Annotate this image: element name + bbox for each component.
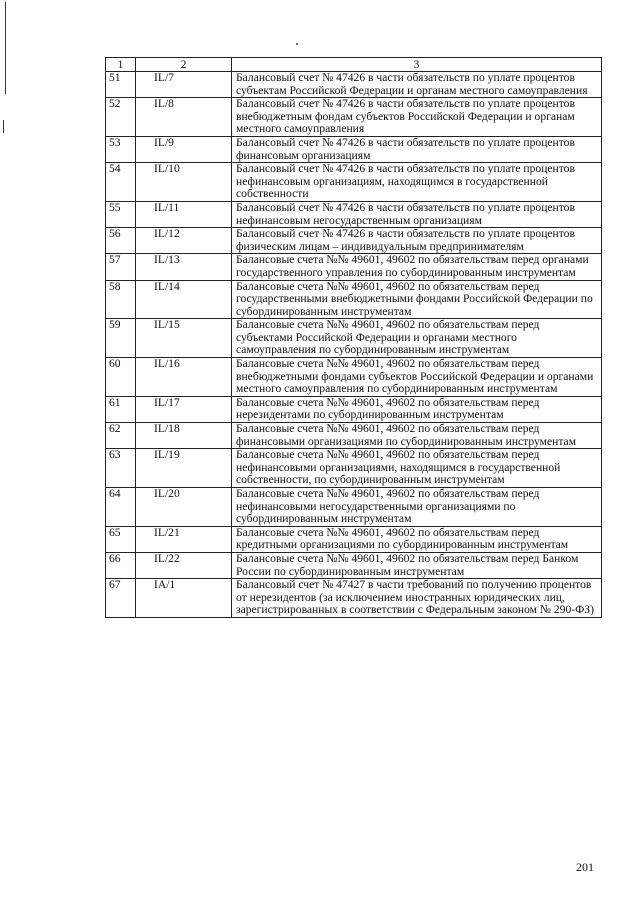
table-row — [106, 423, 602, 449]
table-row — [106, 488, 602, 527]
row-description-cell: Балансовый счет № 47426 в части обязательств по уплате процентов внебюджетным фондам субъектов Российской Федерации и органам местного самоуправления — [232, 98, 602, 137]
row-description-cell: Балансовые счета №№ 49601, 49602 по обязательствам перед нефинансовыми организациями, находящимся в государственной собственности, по субординированным инструментам — [232, 449, 602, 488]
row-number-cell: 58 — [106, 280, 136, 319]
row-code-cell: IL/7 — [136, 72, 232, 98]
row-code-cell: IL/21 — [136, 526, 232, 552]
row-number-cell: 64 — [106, 488, 136, 527]
table-row — [106, 579, 602, 618]
row-description-cell: Балансовые счета №№ 49601, 49602 по обязательствам перед внебюджетными фондами субъектов Российской Федерации и органами местного самоуправления по субординированным инструментам — [232, 358, 602, 397]
row-number-cell: 60 — [106, 358, 136, 397]
table-row — [106, 526, 602, 552]
row-code-cell: IL/18 — [136, 423, 232, 449]
row-description-cell: Балансовые счета №№ 49601, 49602 по обязательствам перед кредитными организациями по субординированным инструментам — [232, 526, 602, 552]
table-row — [106, 72, 602, 98]
row-description-cell: Балансовые счета №№ 49601, 49602 по обязательствам перед Банком России по субординированным инструментам — [232, 552, 602, 578]
row-description-cell: Балансовые счета №№ 49601, 49602 по обязательствам перед субъектами Российской Федерации и органами местного самоуправления по субординированным инструментам — [232, 319, 602, 358]
row-number-cell: 52 — [106, 98, 136, 137]
row-code-cell: IL/12 — [136, 228, 232, 254]
row-number-cell: 54 — [106, 163, 136, 202]
row-code-cell: IL/11 — [136, 201, 232, 227]
row-description-cell: Балансовые счета №№ 49601, 49602 по обязательствам перед нерезидентами по субординированным инструментам — [232, 396, 602, 422]
row-number-cell: 59 — [106, 319, 136, 358]
row-code-cell: IL/17 — [136, 396, 232, 422]
row-number-cell: 63 — [106, 449, 136, 488]
row-code-cell: IL/9 — [136, 136, 232, 162]
column-header: 1 — [106, 58, 136, 72]
row-description-cell: Балансовый счет № 47426 в части обязательств по уплате процентов физическим лицам – индивидуальным предпринимателям — [232, 228, 602, 254]
row-description-cell: Балансовые счета №№ 49601, 49602 по обязательствам перед финансовыми организациями по субординированным инструментам — [232, 423, 602, 449]
row-code-cell: IL/16 — [136, 358, 232, 397]
table-row — [106, 254, 602, 280]
row-number-cell: 56 — [106, 228, 136, 254]
row-number-cell: 57 — [106, 254, 136, 280]
row-description-cell: Балансовый счет № 47426 в части обязательств по уплате процентов финансовым организациям — [232, 136, 602, 162]
row-code-cell: IL/22 — [136, 552, 232, 578]
table-row — [106, 228, 602, 254]
row-code-cell: IL/19 — [136, 449, 232, 488]
column-header: 2 — [136, 58, 232, 72]
row-description-cell: Балансовый счет № 47426 в части обязательств по уплате процентов нефинансовым организациям, находящимся в государственной собственности — [232, 163, 602, 202]
accounts-table — [105, 57, 602, 618]
row-number-cell: 65 — [106, 526, 136, 552]
row-number-cell: 55 — [106, 201, 136, 227]
row-number-cell: 53 — [106, 136, 136, 162]
scan-edge-mark — [3, 120, 4, 133]
row-description-cell: Балансовые счета №№ 49601, 49602 по обязательствам перед органами государственного управления по субординированным инструментам — [232, 254, 602, 280]
table-row — [106, 98, 602, 137]
row-number-cell: 62 — [106, 423, 136, 449]
table-row — [106, 358, 602, 397]
table-row — [106, 449, 602, 488]
row-code-cell: IA/1 — [136, 579, 232, 618]
table-header-row — [106, 58, 602, 72]
table-row — [106, 280, 602, 319]
row-code-cell: IL/8 — [136, 98, 232, 137]
table-row — [106, 136, 602, 162]
row-number-cell: 66 — [106, 552, 136, 578]
row-code-cell: IL/14 — [136, 280, 232, 319]
row-code-cell: IL/20 — [136, 488, 232, 527]
row-description-cell: Балансовые счета №№ 49601, 49602 по обязательствам перед государственными внебюджетными фондами Российской Федерации по субординированным инструментам — [232, 280, 602, 319]
row-number-cell: 67 — [106, 579, 136, 618]
scan-edge-mark — [5, 2, 6, 94]
row-description-cell: Балансовые счета №№ 49601, 49602 по обязательствам перед нефинансовыми негосударственными организациями по субординированным инструментам — [232, 488, 602, 527]
row-description-cell: Балансовый счет № 47427 в части требований по получению процентов от нерезидентов (за исключением иностранных юридических лиц, зарегистрированных в соответствии с Федеральным законом № 290-ФЗ) — [232, 579, 602, 618]
table-row — [106, 201, 602, 227]
row-description-cell: Балансовый счет № 47426 в части обязательств по уплате процентов нефинансовым негосударственным организациям — [232, 201, 602, 227]
column-header: 3 — [232, 58, 602, 72]
row-number-cell: 51 — [106, 72, 136, 98]
row-code-cell: IL/15 — [136, 319, 232, 358]
table-row — [106, 552, 602, 578]
table-row — [106, 163, 602, 202]
row-code-cell: IL/10 — [136, 163, 232, 202]
scan-speck — [296, 43, 298, 45]
table-row — [106, 396, 602, 422]
table-row — [106, 319, 602, 358]
row-description-cell: Балансовый счет № 47426 в части обязательств по уплате процентов субъектам Российской Федерации и органам местного самоуправления — [232, 72, 602, 98]
page-number: 201 — [576, 860, 594, 874]
row-code-cell: IL/13 — [136, 254, 232, 280]
row-number-cell: 61 — [106, 396, 136, 422]
